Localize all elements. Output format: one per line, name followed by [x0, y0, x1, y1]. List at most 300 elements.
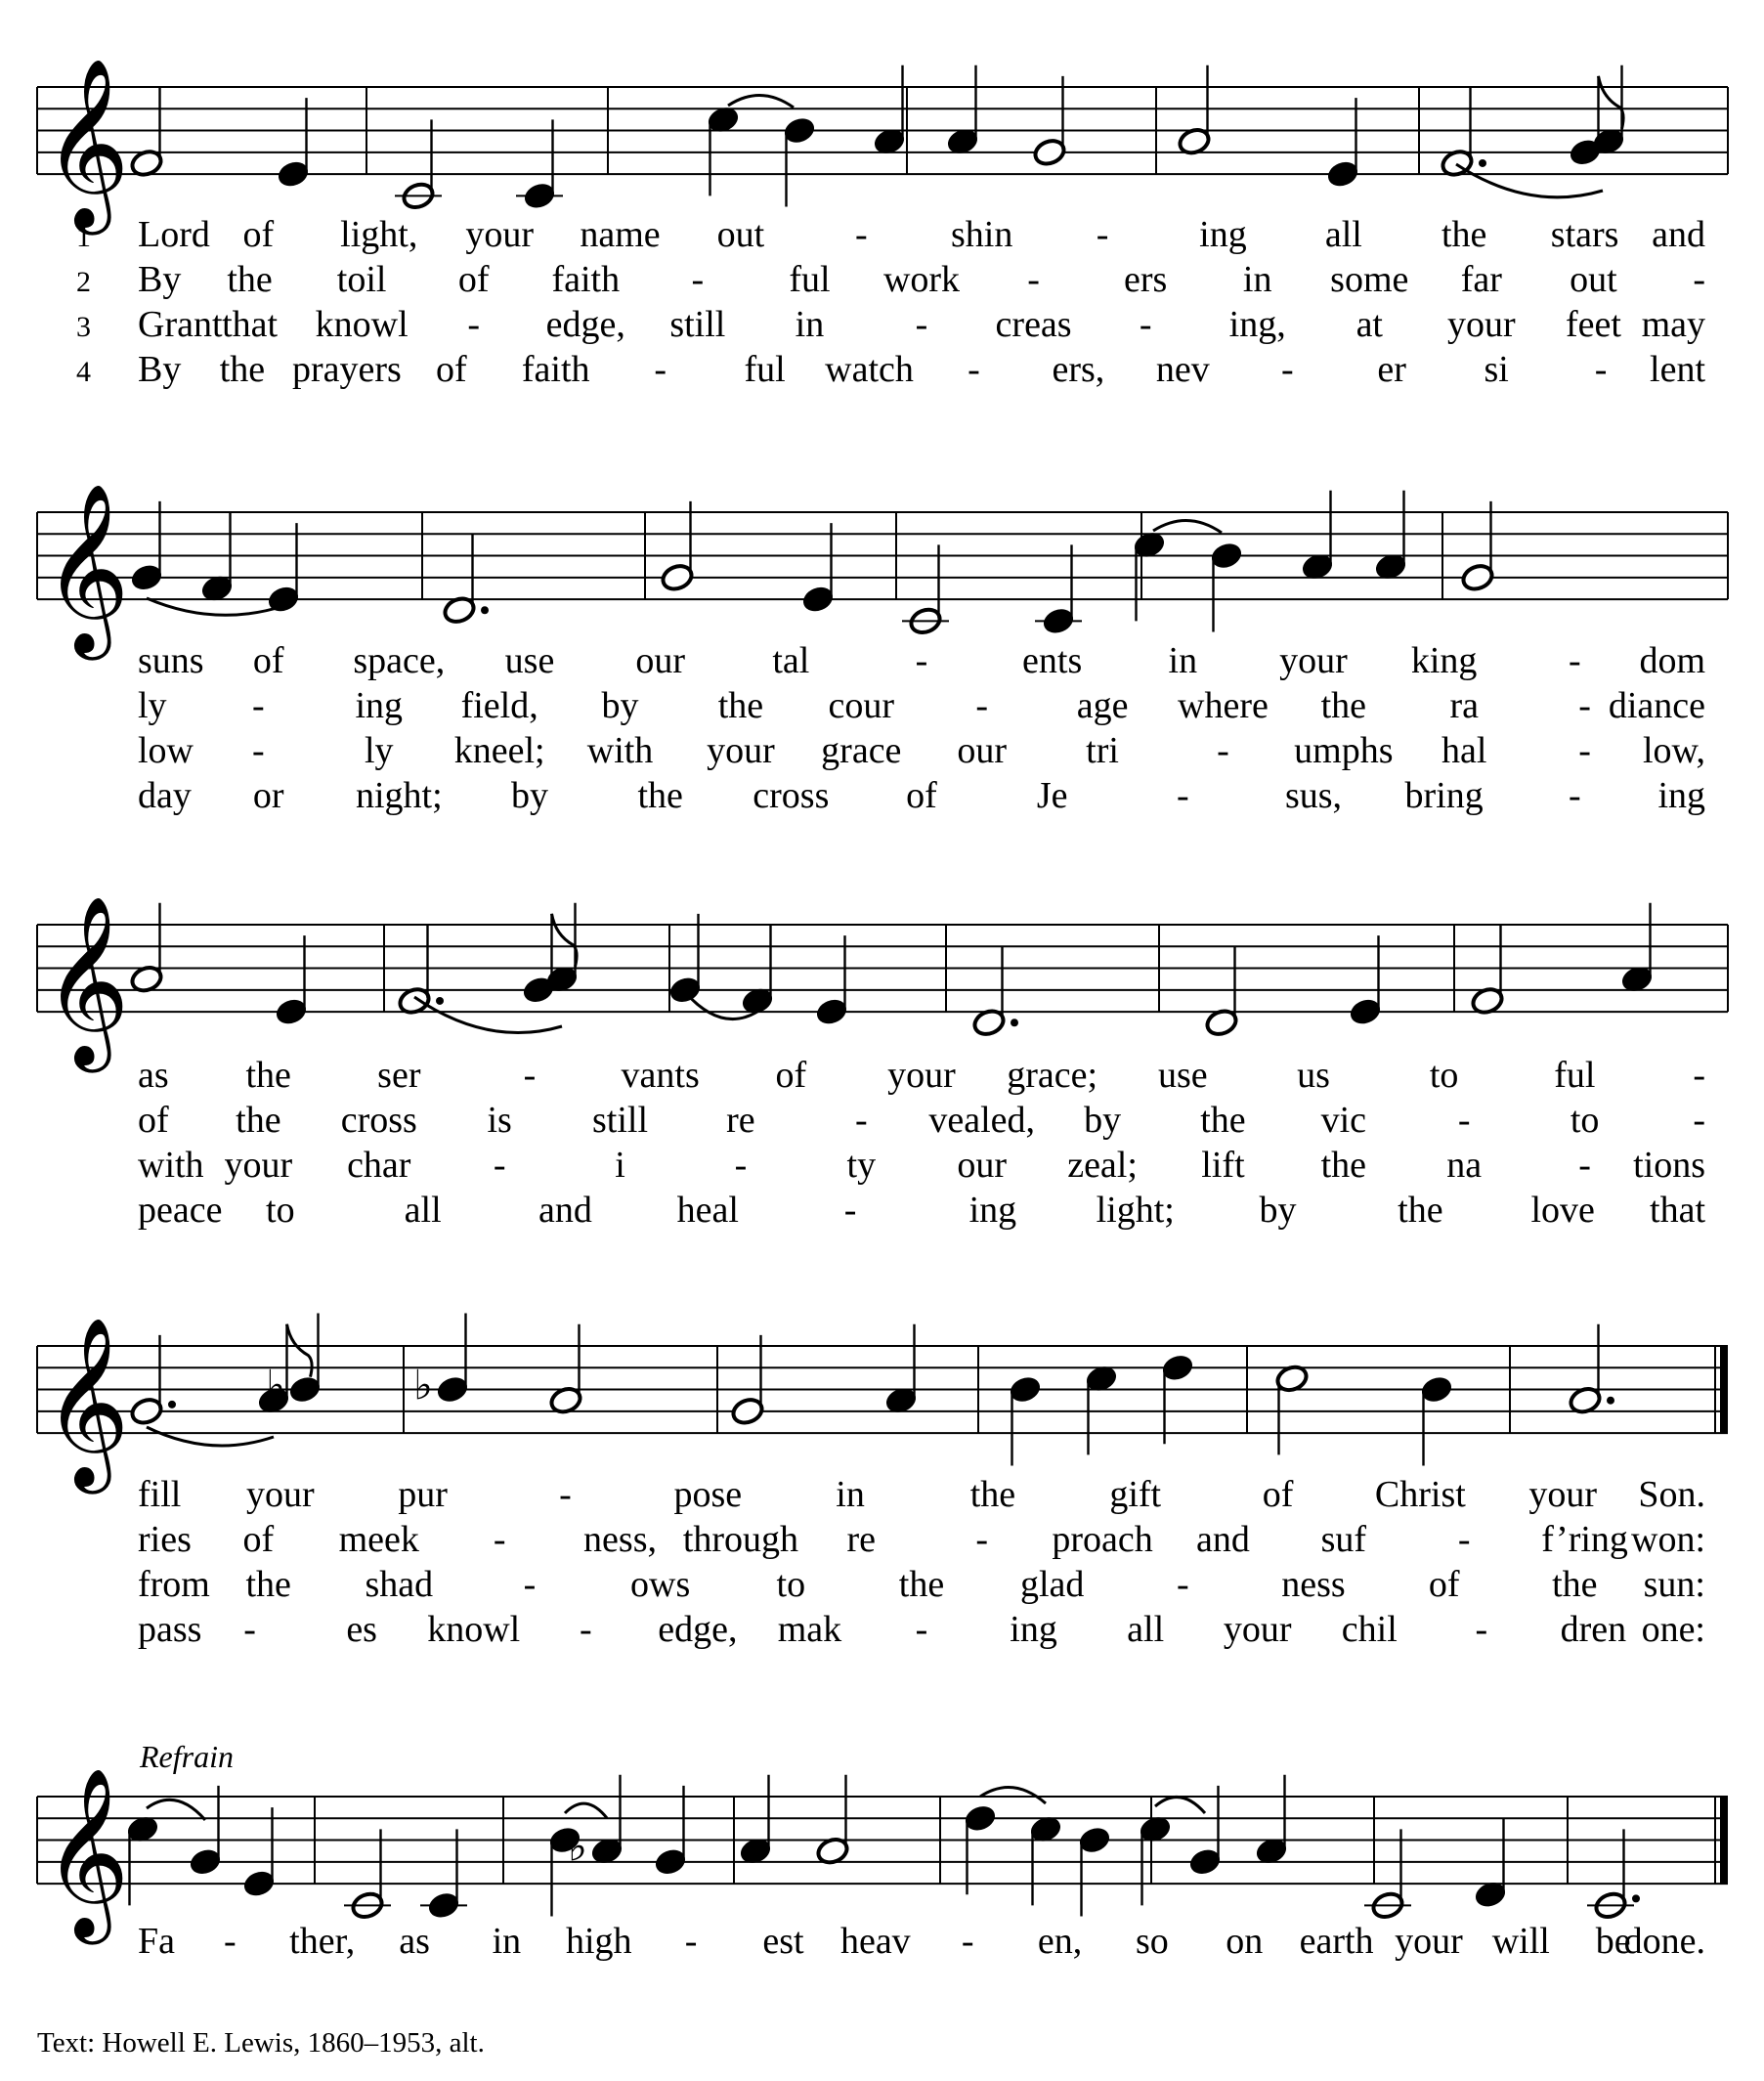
lyric-syllable: our — [635, 640, 685, 681]
lyric-syllable: in — [836, 1474, 865, 1515]
note — [1470, 925, 1505, 1017]
hyphen: - — [915, 640, 928, 681]
lyric-syllable: watch — [825, 349, 914, 390]
lyric-syllable: the — [1398, 1190, 1443, 1231]
lyric-syllable: prayers — [291, 349, 402, 390]
lyric-syllable: won: — [1631, 1519, 1705, 1560]
lyric-syllable: faith — [521, 349, 590, 390]
lyric-syllable: the — [1552, 1564, 1598, 1605]
lyric-syllable: cross — [753, 775, 830, 816]
lyric-syllable: from — [138, 1564, 210, 1605]
lyric-syllable: and — [1196, 1519, 1250, 1560]
hyphen: - — [1569, 640, 1581, 681]
hyphen: - — [559, 1474, 572, 1515]
lyric-syllable: the — [1320, 685, 1367, 726]
hyphen: - — [243, 1609, 256, 1650]
lyrics — [76, 214, 1705, 1962]
lyric-syllable: in — [492, 1921, 522, 1962]
note — [274, 935, 309, 1027]
staff-system — [37, 895, 1728, 1073]
lyric-syllable: where — [1178, 685, 1269, 726]
hyphen: - — [975, 1519, 989, 1560]
hyphen: - — [915, 304, 928, 345]
lyric-syllable: that — [1650, 1190, 1705, 1231]
lyric-syllable: er — [1377, 349, 1406, 390]
note — [1373, 491, 1408, 583]
note — [1473, 1818, 1508, 1910]
hyphen: - — [843, 1190, 857, 1231]
lyric-syllable: done. — [1623, 1921, 1705, 1962]
augmentation-dot — [1632, 1894, 1640, 1902]
lyric-syllable: that — [222, 304, 279, 345]
note — [1160, 1352, 1195, 1444]
note — [442, 534, 489, 626]
lyric-syllable: of — [138, 1100, 169, 1141]
note — [1077, 1825, 1112, 1917]
lyric-syllable: the — [245, 1055, 291, 1096]
note — [1591, 65, 1626, 157]
note — [660, 501, 695, 593]
lyric-syllable: our — [957, 1145, 1008, 1186]
lyric-syllable: heav — [839, 1921, 911, 1962]
slur — [1155, 1798, 1205, 1813]
lyric-syllable: love — [1530, 1190, 1595, 1231]
hyphen: - — [1177, 775, 1189, 816]
note — [266, 1314, 323, 1409]
lyric-syllable: high — [565, 1921, 632, 1962]
hyphen: - — [684, 1921, 698, 1962]
slur — [147, 598, 283, 615]
lyric-syllable: with — [586, 730, 654, 771]
hyphen: - — [579, 1609, 592, 1650]
lyric-syllable: by — [1259, 1190, 1297, 1231]
lyric-syllable: as — [399, 1921, 430, 1962]
verse-number: 1 — [76, 221, 91, 253]
note — [1008, 1374, 1043, 1466]
verse-number: 3 — [76, 311, 91, 343]
lyric-syllable: of — [1262, 1474, 1294, 1515]
note — [544, 903, 580, 995]
lyric-syllable: your — [224, 1145, 293, 1186]
lyric-syllable: through — [682, 1519, 799, 1560]
note — [1460, 501, 1495, 593]
lyric-syllable: dom — [1639, 640, 1705, 681]
hyphen: - — [1693, 259, 1705, 300]
augmentation-dot — [1011, 1019, 1018, 1026]
lyric-syllable: zeal; — [1067, 1145, 1138, 1186]
lyric-syllable: of — [242, 214, 275, 255]
hyphen: - — [252, 730, 265, 771]
lyric-syllable: some — [1330, 259, 1409, 300]
lyric-syllable: light; — [1096, 1190, 1175, 1231]
hyphen: - — [1594, 349, 1608, 390]
lyric-syllable: mak — [777, 1609, 842, 1650]
lyric-syllable: all — [1127, 1609, 1165, 1650]
lyric-syllable: your — [1447, 304, 1516, 345]
lyric-syllable: ful — [1554, 1055, 1596, 1096]
note — [1568, 1324, 1614, 1416]
hyphen: - — [1280, 349, 1294, 390]
lyric-syllable: still — [592, 1100, 649, 1141]
lyric-syllable: lift — [1201, 1145, 1245, 1186]
note — [971, 946, 1018, 1038]
lyric-syllable: i — [615, 1145, 625, 1186]
lyric-syllable: all — [1324, 214, 1362, 255]
note — [521, 914, 577, 1006]
lyric-syllable: name — [580, 214, 661, 255]
lyric-syllable: knowl — [315, 304, 409, 345]
lyric-syllable: so — [1135, 1921, 1169, 1962]
note — [1274, 1364, 1310, 1455]
hyphen: - — [854, 214, 868, 255]
note — [516, 119, 563, 211]
lyric-syllable: to — [1570, 1100, 1600, 1141]
note — [1254, 1775, 1289, 1867]
lyric-syllable: is — [487, 1100, 512, 1141]
lyric-syllable: fill — [138, 1474, 182, 1515]
lyric-syllable: light, — [340, 214, 418, 255]
slur — [980, 1788, 1046, 1803]
lyric-syllable: proach — [1052, 1519, 1153, 1560]
note — [129, 87, 164, 179]
lyric-syllable: tal — [772, 640, 810, 681]
note — [1440, 87, 1486, 179]
lyric-syllable: ful — [744, 349, 786, 390]
lyric-syllable: use — [504, 640, 555, 681]
lyric-syllable: bring — [1404, 775, 1484, 816]
lyric-syllable: and — [538, 1190, 592, 1231]
note — [1348, 935, 1383, 1027]
lyric-syllable: out — [1570, 259, 1617, 300]
lyric-syllable: the — [1320, 1145, 1367, 1186]
note — [1138, 1814, 1173, 1906]
lyric-syllable: all — [404, 1190, 442, 1231]
flag — [287, 1324, 313, 1377]
lyric-syllable: at — [1355, 304, 1384, 345]
lyric-syllable: may — [1641, 304, 1705, 345]
lyric-syllable: ser — [377, 1055, 421, 1096]
slur — [1456, 164, 1603, 197]
lyric-syllable: f’ring — [1541, 1519, 1628, 1560]
slur — [147, 1799, 205, 1820]
note — [129, 1335, 176, 1427]
augmentation-dot — [1479, 159, 1486, 167]
lyric-syllable: pass — [138, 1609, 202, 1650]
lyric-syllable: age — [1076, 685, 1129, 726]
hyphen: - — [493, 1145, 506, 1186]
lyric-syllable: your — [245, 1474, 315, 1515]
note — [125, 1814, 160, 1906]
note — [730, 1335, 765, 1427]
slur — [565, 1803, 607, 1818]
lyric-syllable: by — [601, 685, 639, 726]
note — [1032, 76, 1067, 168]
hyphen: - — [975, 685, 989, 726]
lyric-syllable: knowl — [427, 1609, 521, 1650]
lyric-syllable: gift — [1109, 1474, 1162, 1515]
verse-number: 4 — [76, 356, 91, 388]
note — [188, 1786, 223, 1878]
lyric-syllable: lent — [1650, 349, 1705, 390]
note — [1204, 946, 1239, 1038]
lyric-syllable: feet — [1565, 304, 1621, 345]
note — [738, 1775, 773, 1867]
treble-clef-icon: 𝄞 — [43, 483, 130, 653]
note — [548, 1324, 583, 1416]
lyric-syllable: vealed, — [928, 1100, 1036, 1141]
lyric-syllable: ness, — [583, 1519, 658, 1560]
lyric-syllable: ing — [355, 685, 404, 726]
hyphen: - — [854, 1100, 868, 1141]
lyric-syllable: ther, — [289, 1921, 356, 1962]
hyphen: - — [1578, 1145, 1591, 1186]
lyric-syllable: diance — [1608, 685, 1705, 726]
hyphen: - — [691, 259, 705, 300]
hyphen: - — [252, 685, 265, 726]
note — [1364, 1829, 1411, 1921]
lyric-syllable: and — [1652, 214, 1705, 255]
hyphen: - — [1693, 1100, 1705, 1141]
lyric-syllable: us — [1297, 1055, 1330, 1096]
lyric-syllable: Grant — [138, 304, 223, 345]
lyric-syllable: of — [1428, 1564, 1460, 1605]
lyric-syllable: ries — [138, 1519, 192, 1560]
flat-icon: ♭ — [413, 1361, 433, 1409]
lyric-syllable: ows — [630, 1564, 691, 1605]
lyric-syllable: field, — [460, 685, 538, 726]
note — [945, 65, 980, 157]
refrain-label: Refrain — [140, 1739, 234, 1774]
note — [1028, 1814, 1063, 1906]
note — [1084, 1364, 1119, 1455]
lyric-syllable: on — [1226, 1921, 1264, 1962]
lyric-syllable: as — [138, 1055, 169, 1096]
lyric-syllable: tions — [1633, 1145, 1705, 1186]
lyric-syllable: shin — [951, 214, 1013, 255]
lyric-syllable: nev — [1155, 349, 1210, 390]
lyric-syllable: Je — [1036, 775, 1068, 816]
note — [800, 523, 836, 615]
lyric-syllable: creas — [995, 304, 1072, 345]
lyric-syllable: ing, — [1228, 304, 1286, 345]
lyric-syllable: in — [795, 304, 825, 345]
lyric-syllable: re — [846, 1519, 877, 1560]
lyric-syllable: meek — [338, 1519, 419, 1560]
lyric-syllable: low — [138, 730, 194, 771]
lyric-syllable: cross — [340, 1100, 417, 1141]
note — [568, 1775, 624, 1871]
augmentation-dot — [1607, 1397, 1614, 1405]
lyric-syllable: glad — [1019, 1564, 1085, 1605]
lyric-syllable: re — [726, 1100, 755, 1141]
lyric-syllable: ly — [138, 685, 167, 726]
lyric-syllable: By — [138, 349, 182, 390]
hyphen: - — [968, 349, 980, 390]
slur — [728, 95, 794, 108]
hyphen: - — [1096, 214, 1109, 255]
lyric-syllable: king — [1410, 640, 1478, 681]
lyric-syllable: pur — [398, 1474, 448, 1515]
lyric-syllable: By — [138, 259, 182, 300]
text-credit: Text: Howell E. Lewis, 1860–1953, alt. — [37, 2027, 485, 2059]
hyphen: - — [493, 1519, 506, 1560]
lyric-syllable: your — [1223, 1609, 1292, 1650]
lyric-syllable: faith — [551, 259, 621, 300]
note — [344, 1829, 391, 1921]
lyric-syllable: use — [1158, 1055, 1208, 1096]
note — [653, 1786, 688, 1878]
note — [963, 1802, 998, 1894]
verse-number: 2 — [76, 266, 91, 298]
note — [706, 105, 741, 196]
treble-clef-icon: 𝄞 — [43, 1767, 130, 1937]
lyric-syllable: si — [1484, 349, 1509, 390]
augmentation-dot — [481, 606, 489, 614]
staff-system — [37, 1317, 1728, 1495]
hyphen: - — [523, 1564, 537, 1605]
hyphen: - — [523, 1055, 537, 1096]
lyric-syllable: pose — [673, 1474, 743, 1515]
lyric-syllable: Christ — [1374, 1474, 1466, 1515]
note — [420, 1829, 467, 1921]
treble-clef-icon: 𝄞 — [43, 58, 130, 228]
note — [1419, 1374, 1454, 1466]
note — [667, 914, 703, 1006]
lyric-syllable: work — [882, 259, 961, 300]
flag — [552, 914, 578, 967]
note — [782, 115, 817, 207]
lyric-syllable: Son. — [1638, 1474, 1705, 1515]
hyphen: - — [1217, 730, 1229, 771]
lyric-syllable: Lord — [138, 214, 210, 255]
note — [129, 501, 164, 593]
lyric-syllable: ty — [846, 1145, 877, 1186]
note — [1187, 1786, 1223, 1878]
note — [1300, 491, 1335, 583]
lyric-syllable: of — [457, 259, 490, 300]
lyric-syllable: day — [138, 775, 192, 816]
lyric-syllable: the — [219, 349, 266, 390]
note — [1132, 530, 1167, 622]
lyric-syllable: the — [898, 1564, 945, 1605]
lyric-syllable: to — [266, 1190, 295, 1231]
note — [266, 523, 301, 615]
lyric-syllable: edge, — [545, 304, 625, 345]
lyric-syllable: heal — [676, 1190, 739, 1231]
lyric-syllable: to — [1429, 1055, 1459, 1096]
lyric-syllable: peace — [138, 1190, 223, 1231]
lyric-syllable: est — [762, 1921, 804, 1962]
hyphen: - — [1457, 1100, 1471, 1141]
lyric-syllable: edge, — [658, 1609, 738, 1650]
lyric-syllable: sun: — [1643, 1564, 1705, 1605]
hyphen: - — [1139, 304, 1152, 345]
lyric-syllable: space, — [353, 640, 446, 681]
hyphen: - — [1578, 730, 1591, 771]
lyric-syllable: ness — [1281, 1564, 1346, 1605]
lyric-syllable: the — [1441, 214, 1487, 255]
lyric-syllable: chil — [1341, 1609, 1398, 1650]
lyric-syllable: by — [1084, 1100, 1122, 1141]
lyric-syllable: toil — [336, 259, 387, 300]
hyphen: - — [1177, 1564, 1189, 1605]
lyric-syllable: ers, — [1052, 349, 1105, 390]
lyric-syllable: low, — [1642, 730, 1705, 771]
augmentation-dot — [436, 997, 444, 1005]
treble-clef-icon: 𝄞 — [43, 1317, 130, 1487]
lyric-syllable: your — [1395, 1921, 1463, 1962]
lyric-syllable: sus, — [1284, 775, 1343, 816]
hyphen: - — [734, 1145, 748, 1186]
staff-system — [37, 1767, 1728, 1945]
lyric-syllable: dren — [1560, 1609, 1627, 1650]
final-barline — [1720, 1797, 1728, 1884]
slur — [147, 1427, 274, 1446]
lyric-syllable: our — [957, 730, 1008, 771]
flag — [1599, 76, 1624, 129]
lyric-syllable: still — [669, 304, 726, 345]
lyric-syllable: of — [906, 775, 937, 816]
lyric-syllable: in — [1242, 259, 1272, 300]
lyric-syllable: ra — [1449, 685, 1479, 726]
lyric-syllable: en, — [1037, 1921, 1083, 1962]
hyphen: - — [1457, 1519, 1471, 1560]
hyphen: - — [915, 1609, 928, 1650]
lyric-syllable: grace; — [1007, 1055, 1098, 1096]
lyric-syllable: earth — [1299, 1921, 1374, 1962]
hyphen: - — [961, 1921, 974, 1962]
lyric-syllable: ful — [789, 259, 831, 300]
lyric-syllable: ing — [1010, 1609, 1057, 1650]
lyric-syllable: your — [1528, 1474, 1598, 1515]
lyric-syllable: suns — [138, 640, 204, 681]
lyric-syllable: the — [227, 259, 273, 300]
note — [1035, 544, 1082, 636]
lyric-syllable: by — [511, 775, 548, 816]
hyphen: - — [1027, 259, 1040, 300]
hyphen: - — [1578, 685, 1591, 726]
lyric-syllable: vic — [1320, 1100, 1367, 1141]
note — [1325, 98, 1360, 190]
lyric-syllable: your — [707, 730, 775, 771]
lyric-syllable: stars — [1550, 214, 1619, 255]
hyphen: - — [654, 349, 667, 390]
slur — [1153, 520, 1222, 533]
lyric-syllable: grace — [821, 730, 902, 771]
lyric-syllable: the — [969, 1474, 1016, 1515]
lyric-syllable: in — [1168, 640, 1198, 681]
note — [129, 903, 164, 995]
hyphen: - — [224, 1921, 237, 1962]
lyric-syllable: kneel; — [453, 730, 545, 771]
lyric-syllable: or — [252, 775, 284, 816]
lyric-syllable: char — [347, 1145, 411, 1186]
note — [1619, 903, 1655, 995]
lyric-syllable: ers — [1123, 259, 1168, 300]
lyric-syllable: es — [346, 1609, 377, 1650]
note — [872, 65, 907, 157]
note — [1209, 541, 1244, 632]
note — [241, 1807, 277, 1899]
lyric-syllable: with — [138, 1145, 204, 1186]
lyric-syllable: be — [1595, 1921, 1631, 1962]
lyric-syllable: shad — [365, 1564, 434, 1605]
hyphen: - — [1475, 1609, 1488, 1650]
note — [199, 512, 235, 604]
augmentation-dot — [168, 1401, 176, 1409]
lyric-syllable: the — [637, 775, 683, 816]
lyric-syllable: your — [465, 214, 534, 255]
